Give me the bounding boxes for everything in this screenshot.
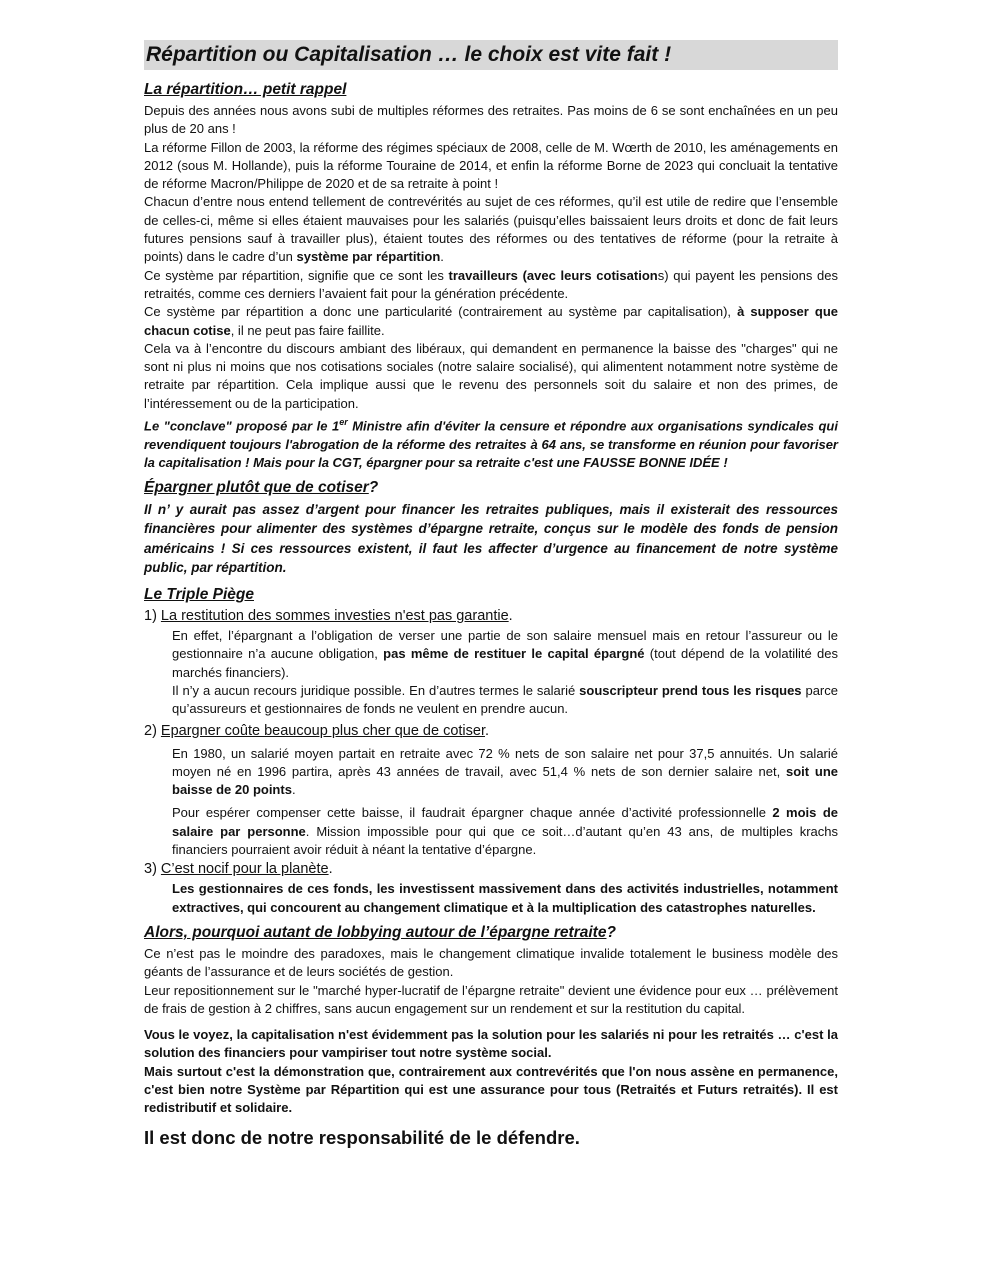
paragraph: Ce n’est pas le moindre des paradoxes, mais le changement climatique invalide totalement le business modèle des géants de l’assurance et de leurs sociétés de gestion. — [144, 945, 838, 980]
paragraph: En effet, l’épargnant a l’obligation de verser une partie de son salaire mensuel mais en retour l’assureur ou le gestionnaire n’a aucune obligation, pas même de restituer le capital épargné (tout dépend de la volatilité des marchés financiers). — [172, 628, 838, 680]
paragraph: Il n’y a aucun recours juridique possible. En d’autres termes le salarié souscripteur prend tous les risques parce qu’assureurs et gestionnaires de fonds ne veulent en prendre aucun. — [172, 682, 838, 717]
paragraph: Chacun d’entre nous entend tellement de contrevérités au sujet de ces réformes, qu’il est utile de redire que l’ensemble de celles-ci, même si elles étaient mauvaises pour les salariés (puisqu’elles baissaient leurs droits et donc de fait leurs futures pensions sauf à travailler plus), étaient toutes des réformes ou des tentatives de réforme (pour la retraite à points) dans le cadre d’un système par répartition. — [144, 194, 838, 265]
document-page — [144, 40, 838, 1150]
paragraph: Cela va à l’encontre du discours ambiant des libéraux, qui demandent en permanence la baisse des "charges" qui ne sont ni plus ni moins que nos cotisations sociales (notre salaire socialisé), qui alimentent notamment notre système de retraite par répartition. Cela implique aussi que le revenu des personnels soit du salaire et non des primes, de l’intéressement ou de la participation. — [144, 340, 838, 411]
page-title: Répartition ou Capitalisation … le choix est vite fait ! — [144, 40, 838, 70]
paragraph: Vous le voyez, la capitalisation n'est évidemment pas la solution pour les salariés ni pour les retraités … c'est la solution des financiers pour vampiriser tout notre système social. — [144, 1027, 838, 1061]
section-heading-epargner: Épargner plutôt que de cotiser? — [144, 479, 379, 497]
list-item-1-title: 1) La restitution des sommes investies n'est pas garantie. — [144, 608, 513, 625]
paragraph: Ce système par répartition, signifie que ce sont les travailleurs (avec leurs cotisations) qui payent les pensions des retraités, comme ces derniers l’avaient fait pour la génération précédente. — [144, 267, 838, 301]
paragraph: La réforme Fillon de 2003, la réforme des régimes spéciaux de 2008, celle de M. Wœrth de 2010, les aménagements en 2012 (sous M. Hollande), puis la réforme Touraine de 2014, et enfin la réforme Borne de 2023 qui concluait la tentative de réforme Macron/Philippe de 2020 et de sa retraite à point ! — [144, 139, 838, 192]
paragraph: Mais surtout c'est la démonstration que, contrairement aux contrevérités que l'on nous assène en permanence, c'est bien notre Système par Répartition qui est une assurance pour tous (Retraités et Futurs retraités). Il est redistributif et solidaire. — [144, 1063, 838, 1116]
paragraph: Les gestionnaires de ces fonds, les investissent massivement dans des activités industrielles, notamment extractives, qui concourent au changement climatique et à la multiplication des catastrophes naturelles. — [172, 881, 838, 915]
list-item-3-title: 3) C’est nocif pour la planète. — [144, 861, 333, 878]
list-item-2-title: 2) Epargner coûte beaucoup plus cher que de cotiser. — [144, 722, 490, 739]
paragraph: Leur repositionnement sur le "marché hyper-lucratif de l’épargne retraite" devient une évidence pour eux … prélèvement de frais de gestion à 2 chiffres, sans aucun engagement sur un rendement et sur la restitution du capital. — [144, 982, 838, 1016]
epargner-paragraph: Il n’ y aurait pas assez d’argent pour financer les retraites publiques, mais il existerait des ressources financières pour alimenter des systèmes d’épargne retraite, conçus sur le modèle des fonds de pension américains ! Si ces ressources existent, il faut les affecter d’urgence au financement de notre système public, par répartition. — [144, 502, 838, 575]
paragraph: Pour espérer compenser cette baisse, il faudrait épargner chaque année d’activité professionnelle 2 mois de salaire par personne. Mission impossible pour qui que ce soit…d’autant qu’en 43 ans, de multiples krachs financiers pourraient avoir réduit à néant la tentative d’épargne. — [172, 805, 838, 858]
paragraph: Ce système par répartition a donc une particularité (contrairement au système par capitalisation), à supposer que chacun cotise, il ne peut pas faire faillite. — [144, 304, 839, 338]
paragraph: Depuis des années nous avons subi de multiples réformes des retraites. Pas moins de 6 se sont enchaînées en un peu plus de 20 ans ! — [144, 103, 838, 137]
paragraph: En 1980, un salarié moyen partait en retraite avec 72 % nets de son salaire net pour 37,5 annuités. Un salarié moyen né en 1996 partira, après 43 années de travail, avec 51,4 % nets de son dernier salaire net, soit une baisse de 20 points. — [172, 745, 838, 798]
section-heading-triple-piege: Le Triple Piège — [144, 586, 254, 604]
closing-statement: Il est donc de notre responsabilité de le défendre. — [144, 1126, 580, 1148]
conclave-paragraph: Le "conclave" proposé par le 1er Ministre afin d'éviter la censure et répondre aux organisations syndicales qui revendiquent toujours l'abrogation de la réforme des retraites à 64 ans, se transforme en réunion pour favoriser la capitalisation ! Mais pour la CGT, épargner pour sa retraite c'est une FAUSSE BONNE IDÉE ! — [144, 417, 838, 470]
section-heading-lobbying: Alors, pourquoi autant de lobbying autour de l’épargne retraite? — [144, 923, 616, 941]
section-heading-repartition: La répartition… petit rappel — [144, 81, 347, 98]
